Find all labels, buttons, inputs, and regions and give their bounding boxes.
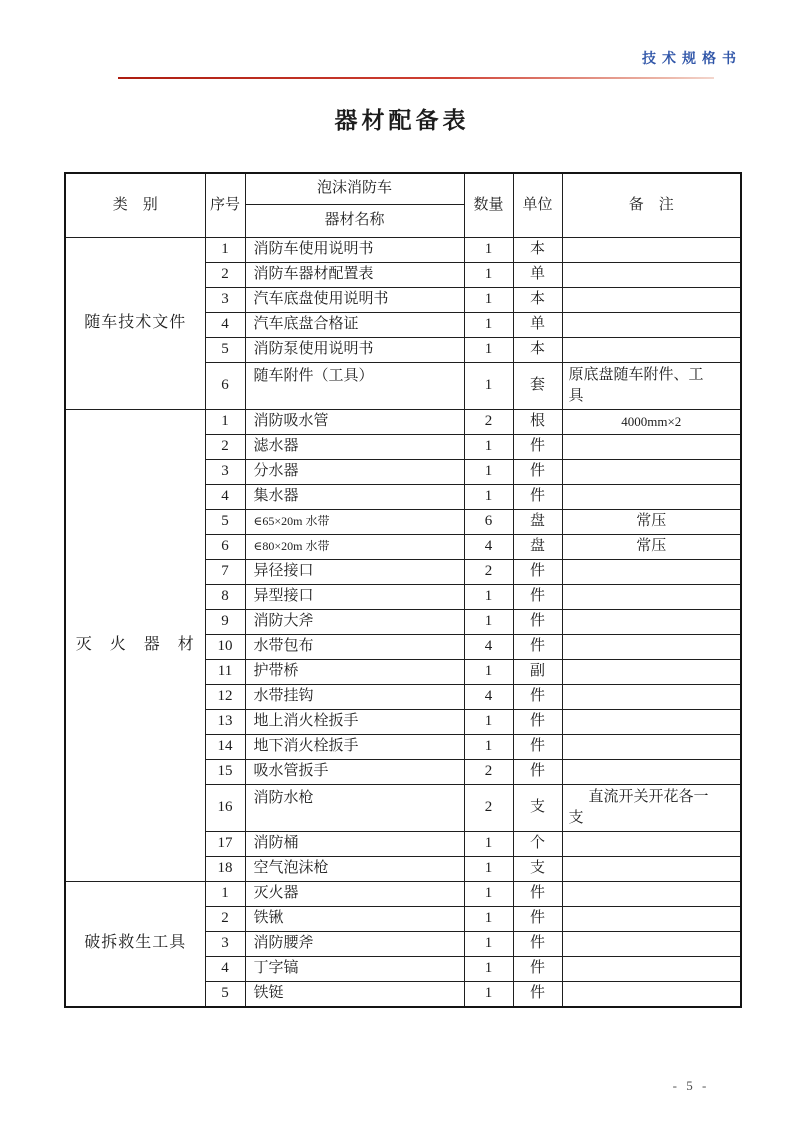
item-unit-cell: 件 [513, 982, 562, 1007]
item-qty-cell: 1 [464, 660, 513, 685]
item-qty-cell: 1 [464, 263, 513, 288]
row-number-cell: 1 [205, 882, 245, 907]
item-qty-cell: 2 [464, 560, 513, 585]
item-name-cell: 汽车底盘合格证 [245, 313, 464, 338]
item-unit-cell: 套 [513, 363, 562, 410]
table-header-row [65, 173, 741, 205]
category-cell: 灭 火 器 材 [65, 410, 205, 882]
item-unit-cell: 本 [513, 238, 562, 263]
row-number-cell: 5 [205, 510, 245, 535]
item-remark-cell: 常压 [562, 535, 741, 560]
item-unit-cell: 件 [513, 560, 562, 585]
item-qty-cell: 1 [464, 882, 513, 907]
item-remark-cell [562, 857, 741, 882]
equipment-table [64, 172, 742, 1008]
item-unit-cell: 本 [513, 338, 562, 363]
row-number-cell: 1 [205, 410, 245, 435]
item-name-cell: 消防车使用说明书 [245, 238, 464, 263]
item-remark-cell [562, 635, 741, 660]
item-name-cell: 灭火器 [245, 882, 464, 907]
item-unit-cell: 副 [513, 660, 562, 685]
item-qty-cell: 2 [464, 410, 513, 435]
item-unit-cell: 件 [513, 460, 562, 485]
item-remark-cell [562, 313, 741, 338]
header-vehicle: 泡沫消防车 [245, 173, 464, 205]
item-remark-cell [562, 263, 741, 288]
row-number-cell: 5 [205, 338, 245, 363]
row-number-cell: 3 [205, 932, 245, 957]
item-unit-cell: 个 [513, 832, 562, 857]
table-header [65, 173, 741, 238]
item-qty-cell: 1 [464, 313, 513, 338]
item-qty-cell: 2 [464, 785, 513, 832]
item-unit-cell: 盘 [513, 535, 562, 560]
item-qty-cell: 1 [464, 957, 513, 982]
row-number-cell: 4 [205, 313, 245, 338]
item-qty-cell: 1 [464, 338, 513, 363]
item-remark-cell [562, 610, 741, 635]
item-remark-cell [562, 560, 741, 585]
header-unit: 单位 [513, 173, 562, 238]
item-remark-cell [562, 485, 741, 510]
item-unit-cell: 件 [513, 435, 562, 460]
page-number: - 5 - [672, 1078, 710, 1093]
item-name-cell: 空气泡沫枪 [245, 857, 464, 882]
item-remark-cell [562, 832, 741, 857]
item-qty-cell: 6 [464, 510, 513, 535]
item-remark-cell [562, 882, 741, 907]
item-qty-cell: 1 [464, 363, 513, 410]
row-number-cell: 5 [205, 982, 245, 1007]
row-number-cell: 8 [205, 585, 245, 610]
item-name-cell: 汽车底盘使用说明书 [245, 288, 464, 313]
item-remark-cell [562, 288, 741, 313]
item-unit-cell: 件 [513, 610, 562, 635]
item-name-cell: 消防腰斧 [245, 932, 464, 957]
item-name-cell: 水带挂钩 [245, 685, 464, 710]
item-name-cell: 消防水枪 [245, 785, 464, 832]
row-number-cell: 17 [205, 832, 245, 857]
item-unit-cell: 件 [513, 485, 562, 510]
item-qty-cell: 1 [464, 435, 513, 460]
item-unit-cell: 本 [513, 288, 562, 313]
table-body [65, 238, 741, 1007]
row-number-cell: 13 [205, 710, 245, 735]
item-qty-cell: 1 [464, 238, 513, 263]
item-name-cell: 异径接口 [245, 560, 464, 585]
item-unit-cell: 单 [513, 313, 562, 338]
row-number-cell: 14 [205, 735, 245, 760]
row-number-cell: 6 [205, 535, 245, 560]
item-name-cell: ∈65×20m 水带 [245, 510, 464, 535]
item-name-cell: 地上消火栓扳手 [245, 710, 464, 735]
item-remark-cell [562, 460, 741, 485]
item-remark-cell [562, 435, 741, 460]
item-remark-cell [562, 238, 741, 263]
item-remark-cell [562, 760, 741, 785]
header-category: 类 别 [65, 173, 205, 238]
row-number-cell: 10 [205, 635, 245, 660]
header-qty: 数量 [464, 173, 513, 238]
item-unit-cell: 件 [513, 882, 562, 907]
item-unit-cell: 单 [513, 263, 562, 288]
item-name-cell: 消防泵使用说明书 [245, 338, 464, 363]
item-unit-cell: 盘 [513, 510, 562, 535]
item-unit-cell: 件 [513, 932, 562, 957]
item-remark-cell: 直流开关开花各一支 [562, 785, 741, 832]
item-remark-cell [562, 685, 741, 710]
row-number-cell: 18 [205, 857, 245, 882]
item-qty-cell: 1 [464, 735, 513, 760]
item-name-cell: 随车附件（工具） [245, 363, 464, 410]
item-qty-cell: 4 [464, 685, 513, 710]
item-qty-cell: 1 [464, 585, 513, 610]
row-number-cell: 1 [205, 238, 245, 263]
item-remark-cell [562, 982, 741, 1007]
header-doc-label: 技术规格书 [642, 52, 742, 67]
item-unit-cell: 支 [513, 857, 562, 882]
row-number-cell: 4 [205, 485, 245, 510]
category-cell: 随车技术文件 [65, 238, 205, 410]
item-name-cell: 消防吸水管 [245, 410, 464, 435]
item-remark-cell [562, 660, 741, 685]
row-number-cell: 6 [205, 363, 245, 410]
item-name-cell: 消防车器材配置表 [245, 263, 464, 288]
page-title: 器材配备表 [334, 108, 470, 133]
row-number-cell: 3 [205, 288, 245, 313]
row-number-cell: 12 [205, 685, 245, 710]
row-number-cell: 7 [205, 560, 245, 585]
item-remark-cell [562, 957, 741, 982]
item-qty-cell: 1 [464, 907, 513, 932]
item-remark-cell: 原底盘随车附件、工具 [562, 363, 741, 410]
item-name-cell: 消防桶 [245, 832, 464, 857]
item-unit-cell: 件 [513, 685, 562, 710]
item-remark-cell: 常压 [562, 510, 741, 535]
item-name-cell: 分水器 [245, 460, 464, 485]
item-name-cell: ∈80×20m 水带 [245, 535, 464, 560]
item-qty-cell: 4 [464, 535, 513, 560]
item-name-cell: 铁铤 [245, 982, 464, 1007]
row-number-cell: 2 [205, 907, 245, 932]
row-number-cell: 2 [205, 263, 245, 288]
item-unit-cell: 件 [513, 710, 562, 735]
item-unit-cell: 支 [513, 785, 562, 832]
item-remark-cell: 4000mm×2 [562, 410, 741, 435]
item-name-cell: 异型接口 [245, 585, 464, 610]
item-name-cell: 集水器 [245, 485, 464, 510]
table-row [65, 238, 741, 263]
item-name-cell: 消防大斧 [245, 610, 464, 635]
item-remark-cell [562, 338, 741, 363]
item-name-cell: 吸水管扳手 [245, 760, 464, 785]
item-qty-cell: 1 [464, 982, 513, 1007]
item-qty-cell: 4 [464, 635, 513, 660]
item-name-cell: 护带桥 [245, 660, 464, 685]
header-rule [118, 77, 714, 79]
item-qty-cell: 1 [464, 857, 513, 882]
header-seq: 序号 [205, 173, 245, 238]
item-unit-cell: 件 [513, 635, 562, 660]
row-number-cell: 16 [205, 785, 245, 832]
item-remark-cell [562, 932, 741, 957]
item-qty-cell: 1 [464, 832, 513, 857]
item-unit-cell: 件 [513, 585, 562, 610]
table-row [65, 882, 741, 907]
item-name-cell: 铁锹 [245, 907, 464, 932]
item-remark-cell [562, 907, 741, 932]
category-cell: 破拆救生工具 [65, 882, 205, 1007]
item-qty-cell: 1 [464, 485, 513, 510]
item-unit-cell: 件 [513, 907, 562, 932]
header-item-name: 器材名称 [245, 205, 464, 238]
item-qty-cell: 1 [464, 610, 513, 635]
item-unit-cell: 件 [513, 760, 562, 785]
row-number-cell: 11 [205, 660, 245, 685]
item-unit-cell: 件 [513, 957, 562, 982]
item-unit-cell: 根 [513, 410, 562, 435]
item-name-cell: 水带包布 [245, 635, 464, 660]
item-qty-cell: 1 [464, 710, 513, 735]
row-number-cell: 2 [205, 435, 245, 460]
row-number-cell: 15 [205, 760, 245, 785]
header-remark: 备 注 [562, 173, 741, 238]
item-name-cell: 丁字镐 [245, 957, 464, 982]
row-number-cell: 4 [205, 957, 245, 982]
item-unit-cell: 件 [513, 735, 562, 760]
item-qty-cell: 1 [464, 460, 513, 485]
item-qty-cell: 1 [464, 288, 513, 313]
item-name-cell: 地下消火栓扳手 [245, 735, 464, 760]
row-number-cell: 9 [205, 610, 245, 635]
item-remark-cell [562, 710, 741, 735]
item-remark-cell [562, 585, 741, 610]
table-row [65, 410, 741, 435]
item-qty-cell: 1 [464, 932, 513, 957]
item-name-cell: 滤水器 [245, 435, 464, 460]
item-qty-cell: 2 [464, 760, 513, 785]
row-number-cell: 3 [205, 460, 245, 485]
item-remark-cell [562, 735, 741, 760]
